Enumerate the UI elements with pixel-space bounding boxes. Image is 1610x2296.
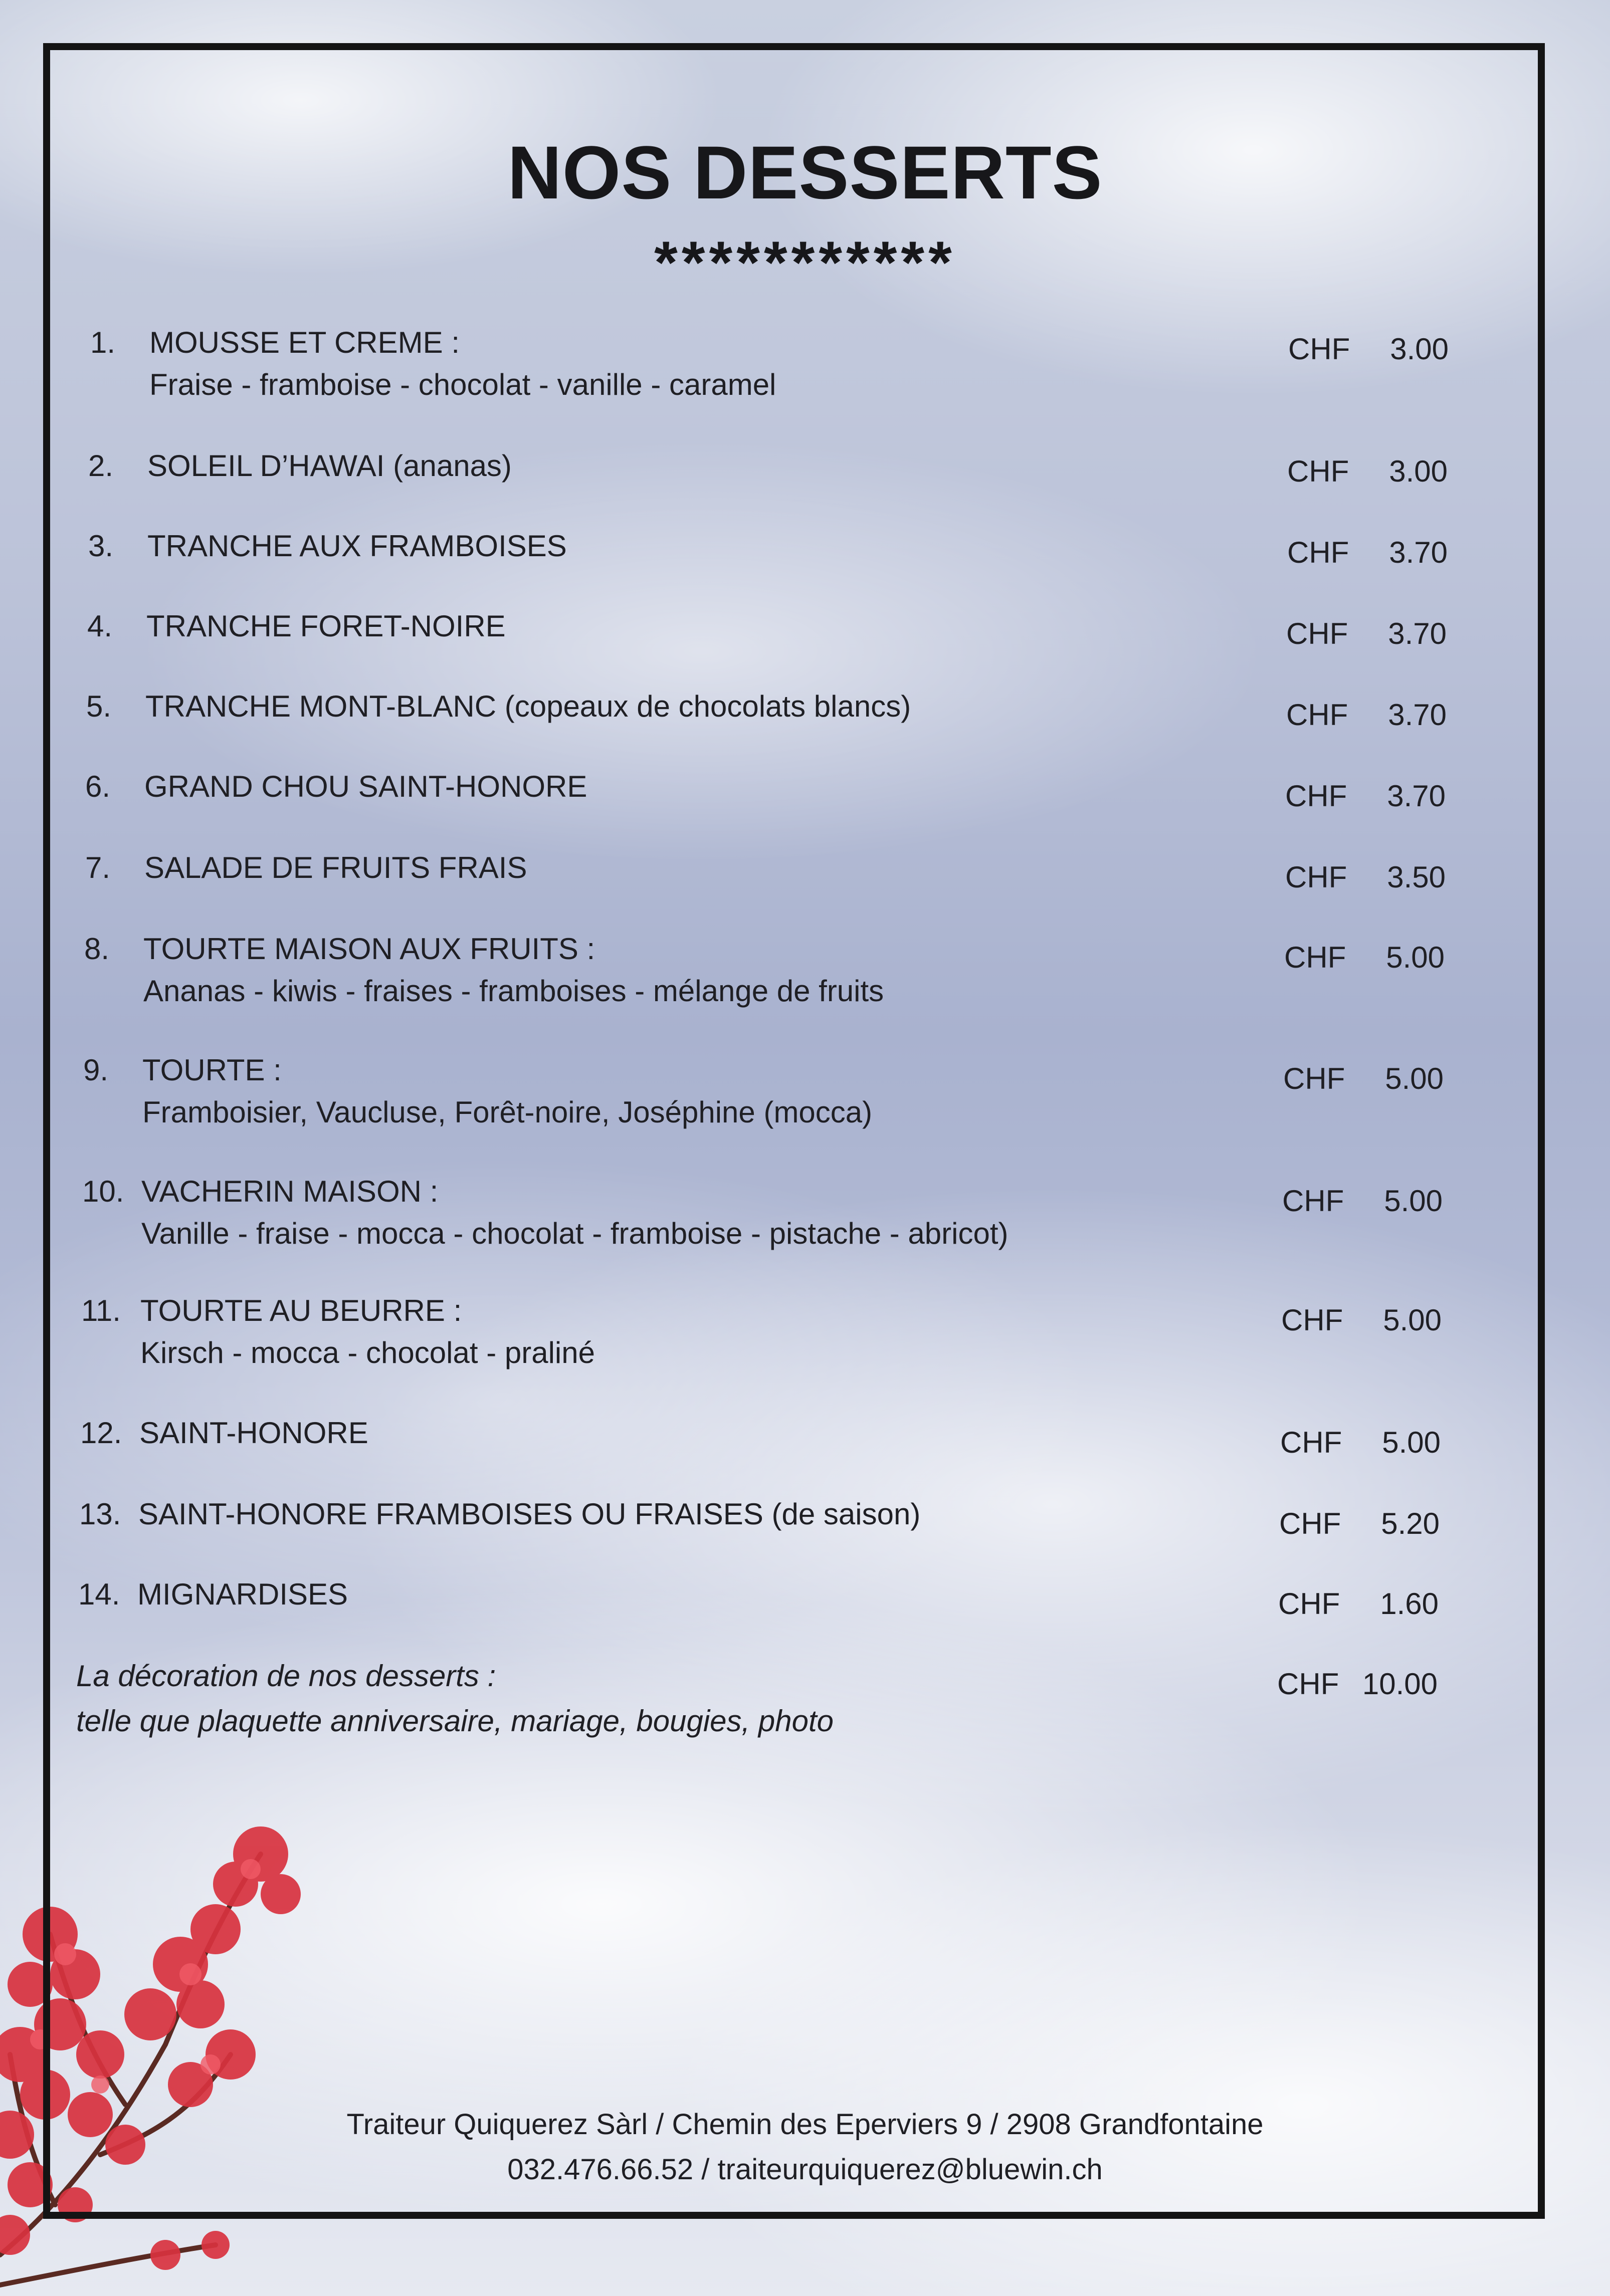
price-amount: 3.70	[1387, 779, 1446, 813]
item-name: SAINT-HONORE	[139, 1416, 368, 1450]
price-amount: 3.70	[1388, 617, 1447, 650]
price-amount: 10.00	[1362, 1667, 1438, 1701]
item-number: 5.	[86, 690, 112, 723]
item-name: TOURTE MAISON AUX FRUITS : Ananas - kiwis - fraises - framboises - mélange de fruits	[143, 928, 884, 1012]
price-currency: CHF	[1284, 941, 1346, 974]
price-amount: 3.70	[1388, 698, 1447, 732]
item-number: 12.	[80, 1416, 122, 1450]
item-name: SOLEIL D’HAWAI (ananas)	[147, 449, 512, 483]
item-name: TRANCHE MONT-BLANC (copeaux de chocolats blancs)	[145, 690, 911, 723]
price-currency: CHF	[1287, 454, 1349, 488]
decoration-note-line1: La décoration de nos desserts :	[76, 1659, 496, 1693]
footer-phone-email: 032.476.66.52 / traiteurquiquerez@bluewin.ch	[507, 2153, 1103, 2186]
item-name: TOURTE : Framboisier, Vaucluse, Forêt-noire, Joséphine (mocca)	[142, 1049, 872, 1133]
price-amount: 1.60	[1380, 1587, 1439, 1621]
price-currency: CHF	[1279, 1507, 1341, 1540]
item-detail: Fraise - framboise - chocolat - vanille - caramel	[149, 368, 776, 401]
price-amount: 5.00	[1385, 1062, 1444, 1095]
price-amount: 3.70	[1389, 536, 1448, 569]
decoration-note-line2: telle que plaquette anniversaire, mariage, bougies, photo	[76, 1704, 834, 1738]
item-number: 7.	[85, 851, 111, 884]
item-name: TRANCHE AUX FRAMBOISES	[147, 529, 567, 563]
item-name: TRANCHE FORET-NOIRE	[146, 609, 506, 643]
price-currency: CHF	[1288, 332, 1350, 366]
item-number: 8.	[84, 932, 110, 966]
item-number: 9.	[83, 1053, 109, 1087]
item-name: TOURTE AU BEURRE : Kirsch - mocca - chocolat - praliné	[140, 1290, 595, 1374]
price-currency: CHF	[1278, 1587, 1340, 1621]
price-amount: 5.00	[1383, 1303, 1442, 1337]
item-number: 10.	[82, 1175, 124, 1208]
item-name: GRAND CHOU SAINT-HONORE	[144, 770, 587, 803]
item-number: 2.	[88, 449, 114, 483]
price-currency: CHF	[1285, 779, 1347, 813]
item-name: MIGNARDISES	[137, 1577, 348, 1611]
price-currency: CHF	[1282, 1184, 1344, 1218]
price-currency: CHF	[1283, 1062, 1345, 1095]
item-detail: Vanille - fraise - mocca - chocolat - framboise - pistache - abricot)	[141, 1217, 1009, 1250]
item-name: MOUSSE ET CREME : Fraise - framboise - chocolat - vanille - caramel	[149, 322, 776, 406]
price-amount: 5.00	[1386, 941, 1445, 974]
item-detail: Kirsch - mocca - chocolat - praliné	[140, 1336, 595, 1369]
price-currency: CHF	[1280, 1426, 1342, 1459]
price-currency: CHF	[1286, 698, 1348, 732]
item-number: 14.	[78, 1577, 120, 1611]
item-name: SAINT-HONORE FRAMBOISES OU FRAISES (de saison)	[138, 1497, 921, 1531]
footer-address: Traiteur Quiquerez Sàrl / Chemin des Eperviers 9 / 2908 Grandfontaine	[346, 2108, 1264, 2141]
item-name: SALADE DE FRUITS FRAIS	[144, 851, 527, 884]
page-title: NOS DESSERTS	[507, 130, 1103, 214]
item-number: 13.	[79, 1497, 121, 1531]
item-name: VACHERIN MAISON : Vanille - fraise - mocca - chocolat - framboise - pistache - abricot)	[141, 1171, 1008, 1255]
item-number: 4.	[87, 609, 113, 643]
price-amount: 3.00	[1389, 454, 1448, 488]
price-amount: 5.00	[1382, 1426, 1441, 1459]
item-detail: Framboisier, Vaucluse, Forêt-noire, Joséphine (mocca)	[142, 1095, 873, 1129]
item-number: 6.	[85, 770, 111, 803]
item-number: 3.	[88, 529, 114, 563]
price-amount: 5.00	[1384, 1184, 1443, 1218]
item-number: 1.	[90, 326, 116, 359]
price-currency: CHF	[1281, 1303, 1343, 1337]
price-currency: CHF	[1285, 860, 1347, 894]
footer-contact	[0, 2102, 1610, 2192]
title-stars-divider: ***********	[654, 229, 956, 296]
item-number: 11.	[81, 1294, 121, 1327]
price-currency: CHF	[1286, 617, 1348, 650]
price-amount: 5.20	[1381, 1507, 1440, 1540]
price-amount: 3.00	[1390, 332, 1449, 366]
price-currency: CHF	[1287, 536, 1349, 569]
item-detail: Ananas - kiwis - fraises - framboises - mélange de fruits	[143, 974, 884, 1008]
decoration-note	[76, 1654, 834, 1744]
price-currency: CHF	[1277, 1667, 1339, 1701]
price-amount: 3.50	[1387, 860, 1446, 894]
